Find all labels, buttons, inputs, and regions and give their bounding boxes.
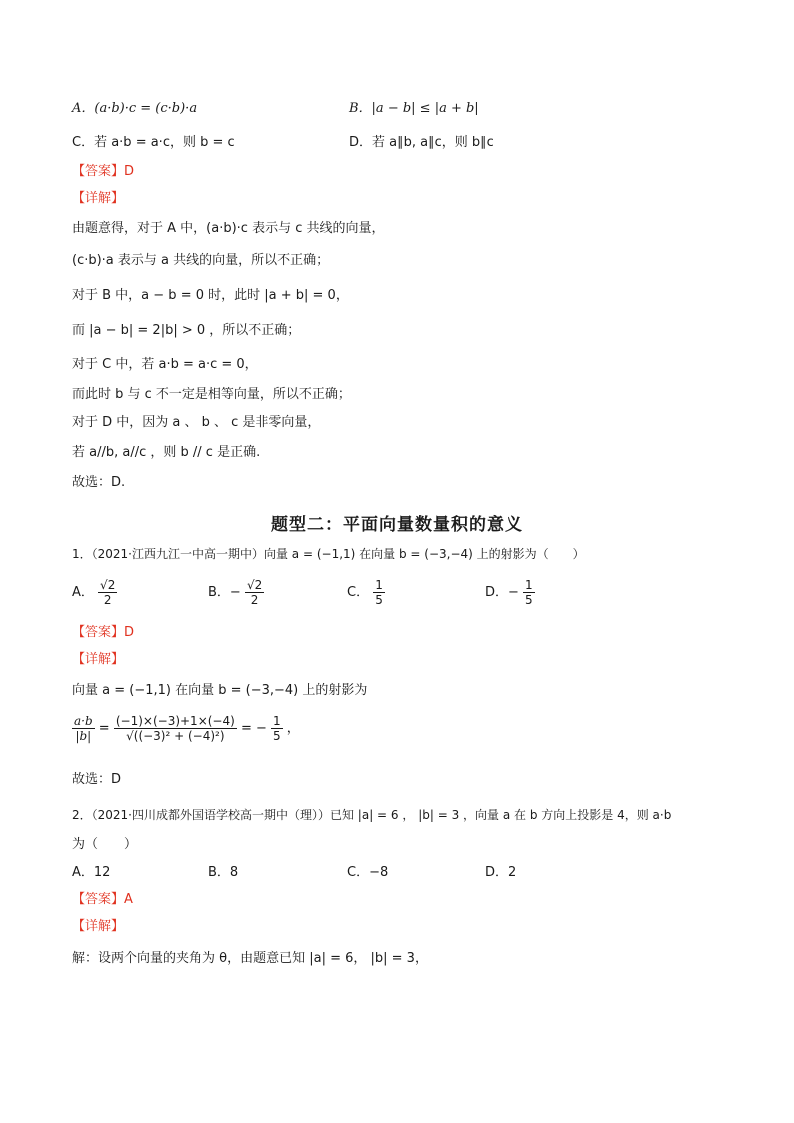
question-1-stem: 1．（2021·江西九江一中高一期中）向量 a = (−1,1) 在向量 b = (−3,−4) 上的射影为（ ）	[72, 547, 585, 561]
detail-label: 【详解】	[72, 652, 125, 667]
q2-option-c: C．−8	[347, 865, 389, 880]
fraction-denominator: 2	[250, 593, 259, 607]
q2-option-d: D．2	[485, 865, 517, 880]
answer-label: 【答案】D	[72, 625, 135, 640]
explanation-line: 若 a//b, a//c ，则 b // c 是正确.	[72, 445, 261, 460]
q1-option-b	[208, 578, 264, 607]
fraction	[98, 578, 117, 607]
q1-option-d	[485, 578, 535, 607]
option-a: A．(a·b)·c = (c·b)·a	[72, 101, 198, 116]
fraction	[114, 714, 237, 743]
answer-label: 【答案】D	[72, 164, 135, 179]
fraction-denominator: 5	[375, 593, 383, 607]
answer-label: 【答案】A	[72, 892, 133, 907]
fraction-denominator: √((−3)² + (−4)²)	[126, 729, 225, 743]
fraction-denominator: 5	[525, 593, 533, 607]
explanation-line: (c·b)·a 表示与 a 共线的向量，所以不正确；	[72, 253, 330, 268]
q1-option-a	[72, 578, 117, 607]
q2-option-a: A．12	[72, 865, 111, 880]
option-b: B．|a − b| ≤ |a + b|	[349, 101, 479, 116]
fraction-denominator: 2	[103, 593, 112, 607]
fraction-numerator: a·b	[74, 714, 93, 728]
fraction	[373, 578, 385, 607]
fraction-numerator: 1	[525, 578, 533, 592]
fraction-numerator: √2	[100, 578, 116, 592]
option-d: D．若 a∥b, a∥c，则 b∥c	[349, 135, 494, 150]
q1-option-c	[347, 578, 385, 607]
option-label: C．	[347, 585, 370, 600]
fraction	[271, 714, 283, 743]
fraction-numerator: 1	[273, 714, 281, 728]
option-label: A．	[72, 585, 94, 600]
explanation-line: 解：设两个向量的夹角为 θ，由题意已知 |a| = 6， |b| = 3，	[72, 951, 428, 966]
option-label: D．−	[485, 585, 519, 600]
question-2-stem-cont: 为（ ）	[72, 837, 138, 852]
explanation-line: 对于 C 中，若 a·b = a·c = 0，	[72, 357, 258, 372]
fraction-numerator: 1	[375, 578, 383, 592]
fraction	[245, 578, 264, 607]
equals-sign: =	[98, 721, 110, 736]
fraction-numerator: √2	[246, 578, 263, 592]
detail-label: 【详解】	[72, 191, 125, 206]
explanation-line: 故选：D.	[72, 475, 126, 490]
fraction-numerator: (−1)×(−3)+1×(−4)	[115, 714, 235, 728]
explanation-line: 对于 D 中，因为 a 、 b 、 c 是非零向量，	[72, 415, 321, 430]
fraction-denominator: |b|	[75, 729, 92, 743]
option-label: B．−	[208, 585, 241, 600]
fraction	[72, 714, 95, 743]
explanation-line: 而此时 b 与 c 不一定是相等向量，所以不正确；	[72, 387, 351, 402]
equals-sign: = −	[240, 721, 267, 736]
q2-option-b: B．8	[208, 865, 239, 880]
option-c: C．若 a·b = a·c，则 b = c	[72, 135, 235, 150]
punctuation: ，	[286, 721, 300, 736]
section-heading: 题型二：平面向量数量积的意义	[271, 515, 523, 535]
projection-formula	[72, 714, 300, 743]
explanation-line: 由题意得，对于 A 中，(a·b)·c 表示与 c 共线的向量，	[72, 221, 385, 236]
fraction	[523, 578, 535, 607]
explanation-line: 故选：D	[72, 772, 122, 787]
explanation-line: 向量 a = (−1,1) 在向量 b = (−3,−4) 上的射影为	[72, 683, 368, 698]
detail-label: 【详解】	[72, 919, 125, 934]
fraction-denominator: 5	[273, 729, 281, 743]
explanation-line: 而 |a − b| = 2|b| > 0 ，所以不正确；	[72, 323, 301, 338]
question-2-stem: 2．（2021·四川成都外国语学校高一期中（理））已知 |a| = 6 ， |b| = 3 ，向量 a 在 b 方向上投影是 4，则 a·b	[72, 808, 672, 822]
explanation-line: 对于 B 中，a − b = 0 时，此时 |a + b| = 0，	[72, 288, 349, 303]
